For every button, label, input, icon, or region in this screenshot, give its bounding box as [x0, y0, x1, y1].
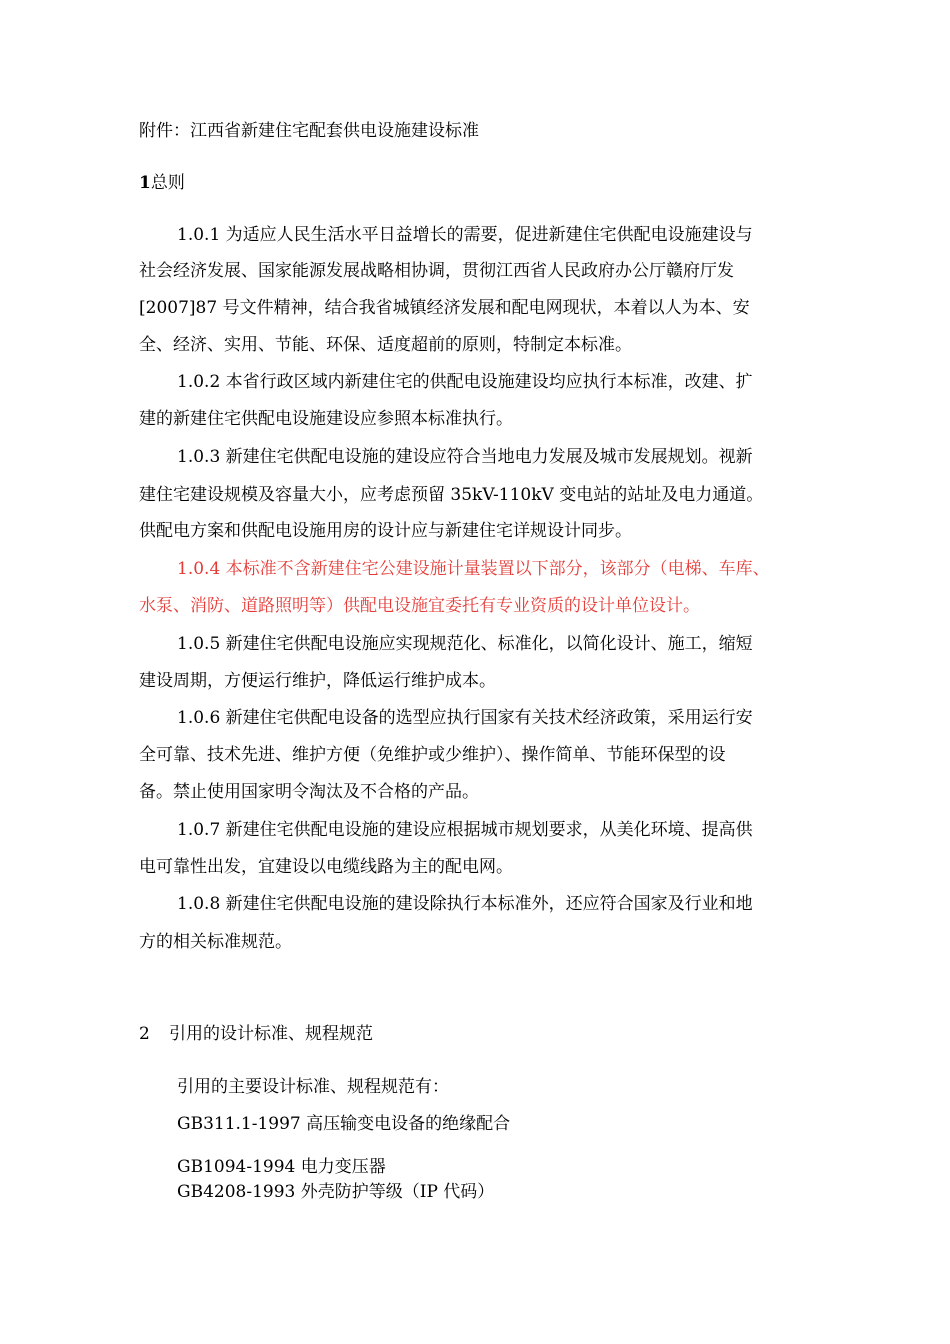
section-2-number: 2	[139, 1024, 150, 1044]
clause-1-0-1-line-1: 1.0.1 为适应人民生活水平日益增长的需要，促进新建住宅供配电设施建设与	[177, 225, 753, 245]
reference-item: GB4208-1993 外壳防护等级（IP 代码）	[177, 1182, 495, 1202]
clause-1-0-3-line-2: 建住宅建设规模及容量大小，应考虑预留 35kV-110kV 变电站的站址及电力通道。	[139, 485, 764, 505]
clause-1-0-4-line-2: 水泵、消防、道路照明等）供配电设施宜委托有专业资质的设计单位设计。	[139, 596, 700, 616]
clause-1-0-8-line-1: 1.0.8 新建住宅供配电设施的建设除执行本标准外，还应符合国家及行业和地	[177, 894, 753, 914]
clause-1-0-5-line-1: 1.0.5 新建住宅供配电设施应实现规范化、标准化，以简化设计、施工，缩短	[177, 634, 753, 654]
section-2-heading	[139, 1023, 373, 1045]
clause-1-0-8-line-2: 方的相关标准规范。	[139, 932, 292, 952]
section-2-intro: 引用的主要设计标准、规程规范有：	[177, 1077, 449, 1097]
clause-1-0-1-line-4: 全、经济、实用、节能、环保、适度超前的原则，特制定本标准。	[139, 335, 632, 355]
reference-item: GB311.1-1997 高压输变电设备的绝缘配合	[177, 1114, 511, 1134]
clause-1-0-7-line-2: 电可靠性出发，宜建设以电缆线路为主的配电网。	[139, 857, 513, 877]
reference-item: GB1094-1994 电力变压器	[177, 1157, 386, 1177]
clause-1-0-6-line-2: 全可靠、技术先进、维护方便（免维护或少维护）、操作简单、节能环保型的设	[139, 745, 726, 765]
clause-1-0-4-line-1: 1.0.4 本标准不含新建住宅公建设施计量装置以下部分，该部分（电梯、车库、	[177, 559, 770, 579]
clause-1-0-2-line-1: 1.0.2 本省行政区域内新建住宅的供配电设施建设均应执行本标准，改建、扩	[177, 372, 753, 392]
section-2-title: 引用的设计标准、规程规范	[169, 1024, 373, 1044]
clause-1-0-6-line-1: 1.0.6 新建住宅供配电设备的选型应执行国家有关技术经济政策，采用运行安	[177, 708, 753, 728]
attachment-title: 附件：江西省新建住宅配套供电设施建设标准	[139, 121, 479, 141]
clause-1-0-7-line-1: 1.0.7 新建住宅供配电设施的建设应根据城市规划要求，从美化环境、提高供	[177, 820, 753, 840]
section-1-heading	[139, 172, 185, 194]
section-1-title: 总则	[150, 173, 185, 193]
clause-1-0-3-line-3: 供配电方案和供配电设施用房的设计应与新建住宅详规设计同步。	[139, 521, 632, 541]
clause-1-0-6-line-3: 备。禁止使用国家明令淘汰及不合格的产品。	[139, 782, 479, 802]
clause-1-0-1-line-2: 社会经济发展、国家能源发展战略相协调，贯彻江西省人民政府办公厅赣府厅发	[139, 261, 734, 281]
clause-1-0-5-line-2: 建设周期，方便运行维护，降低运行维护成本。	[139, 671, 496, 691]
clause-1-0-2-line-2: 建的新建住宅供配电设施建设应参照本标准执行。	[139, 409, 513, 429]
clause-1-0-1-line-3: [2007]87 号文件精神，结合我省城镇经济发展和配电网现状，本着以人为本、安	[139, 298, 750, 318]
clause-1-0-3-line-1: 1.0.3 新建住宅供配电设施的建设应符合当地电力发展及城市发展规划。视新	[177, 447, 753, 467]
section-1-number: 1	[139, 173, 151, 193]
